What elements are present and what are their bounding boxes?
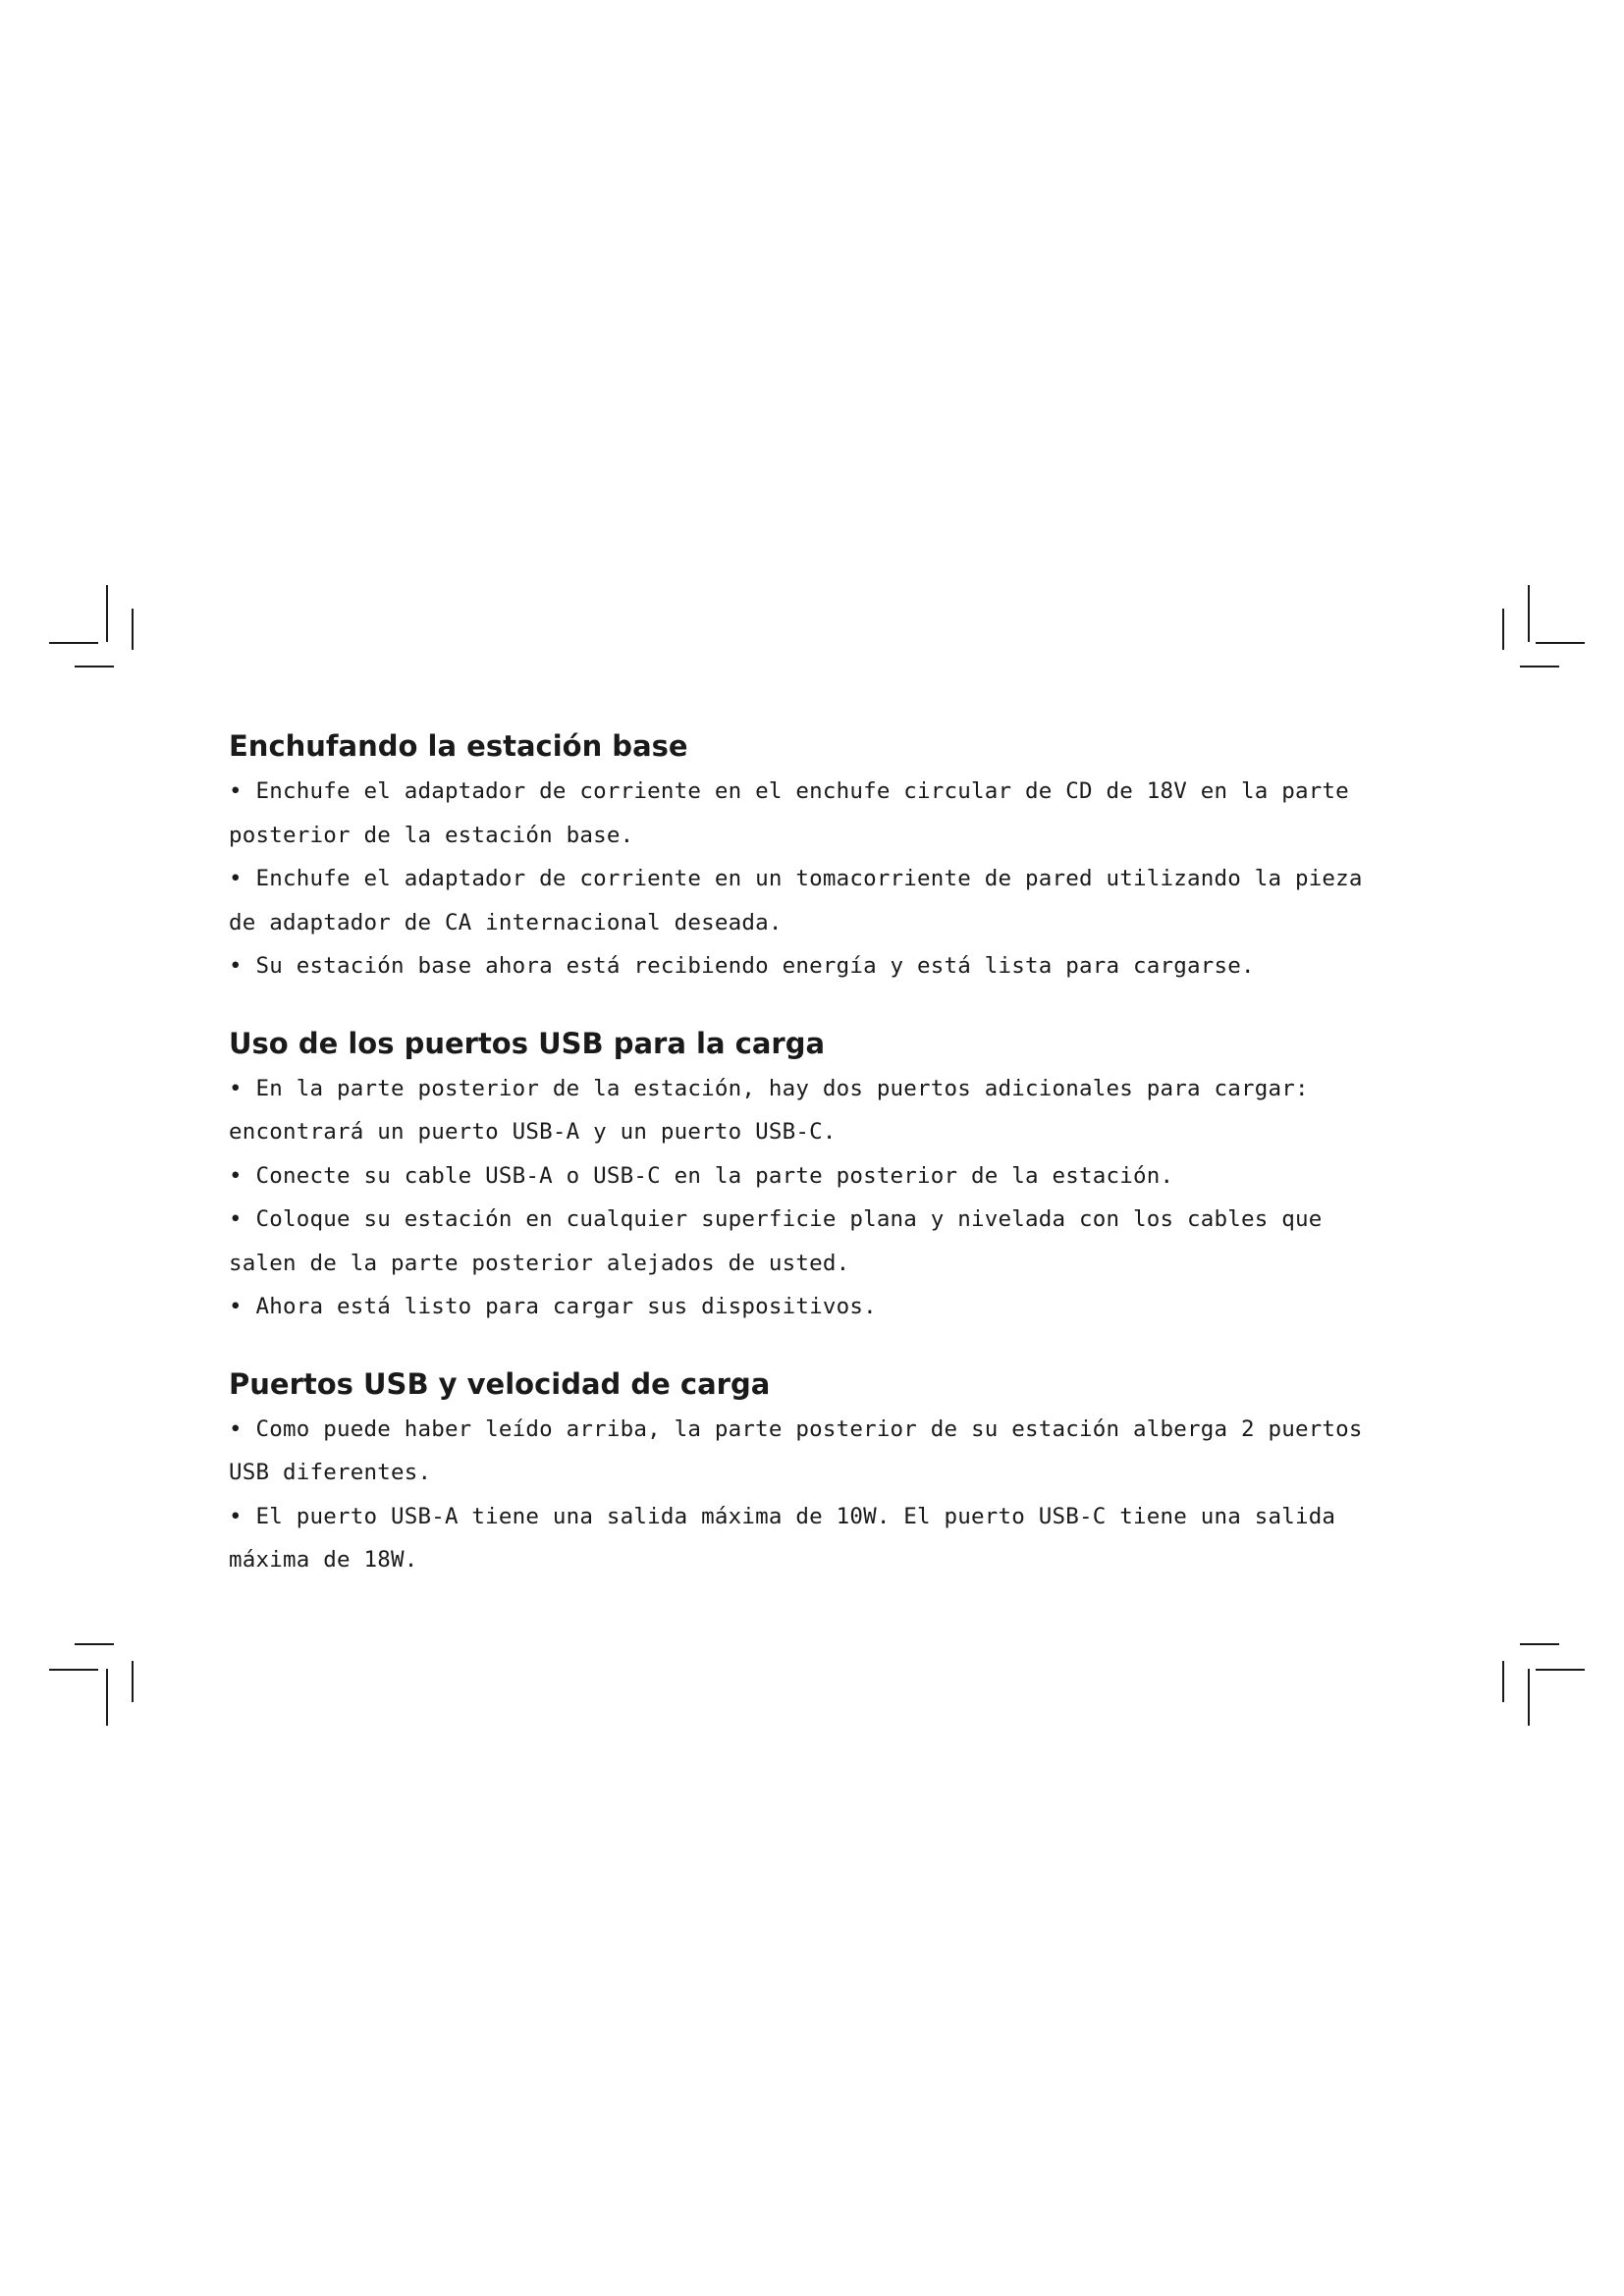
list-item: • Como puede haber leído arriba, la parte posterior de su estación alberga 2 puertos USB diferentes.	[229, 1415, 1363, 1485]
section-heading: Uso de los puertos USB para la carga	[229, 1026, 826, 1060]
list-item: • Su estación base ahora está recibiendo energía y está lista para cargarse.	[229, 953, 1255, 979]
section-heading: Enchufando la estación base	[229, 729, 688, 763]
list-item: • Coloque su estación en cualquier superficie plana y nivelada con los cables que salen de la parte posterior alejados de usted.	[229, 1206, 1323, 1276]
list-item: • Ahora está listo para cargar sus dispositivos.	[229, 1294, 877, 1319]
section-plugging-base-station	[229, 724, 1368, 988]
section-usb-charging	[229, 1022, 1368, 1329]
bullet-list	[229, 1408, 1368, 1582]
bullet-list	[229, 1067, 1368, 1329]
section-heading: Puertos USB y velocidad de carga	[229, 1366, 771, 1401]
section-usb-speed	[229, 1362, 1368, 1582]
list-item: • Enchufe el adaptador de corriente en un tomacorriente de pared utilizando la pieza de adaptador de CA internacional deseada.	[229, 866, 1363, 935]
list-item: • Conecte su cable USB-A o USB-C en la parte posterior de la estación.	[229, 1162, 1174, 1189]
list-item: • El puerto USB-A tiene una salida máxima de 10W. El puerto USB-C tiene una salida máxima de 18W.	[229, 1503, 1336, 1573]
manual-page-content	[229, 724, 1368, 1616]
list-item: • Enchufe el adaptador de corriente en el enchufe circular de CD de 18V en la parte posterior de la estación base.	[229, 778, 1349, 848]
bullet-list	[229, 770, 1368, 988]
list-item: • En la parte posterior de la estación, hay dos puertos adicionales para cargar: encontrará un puerto USB-A y un puerto USB-C.	[229, 1075, 1309, 1145]
